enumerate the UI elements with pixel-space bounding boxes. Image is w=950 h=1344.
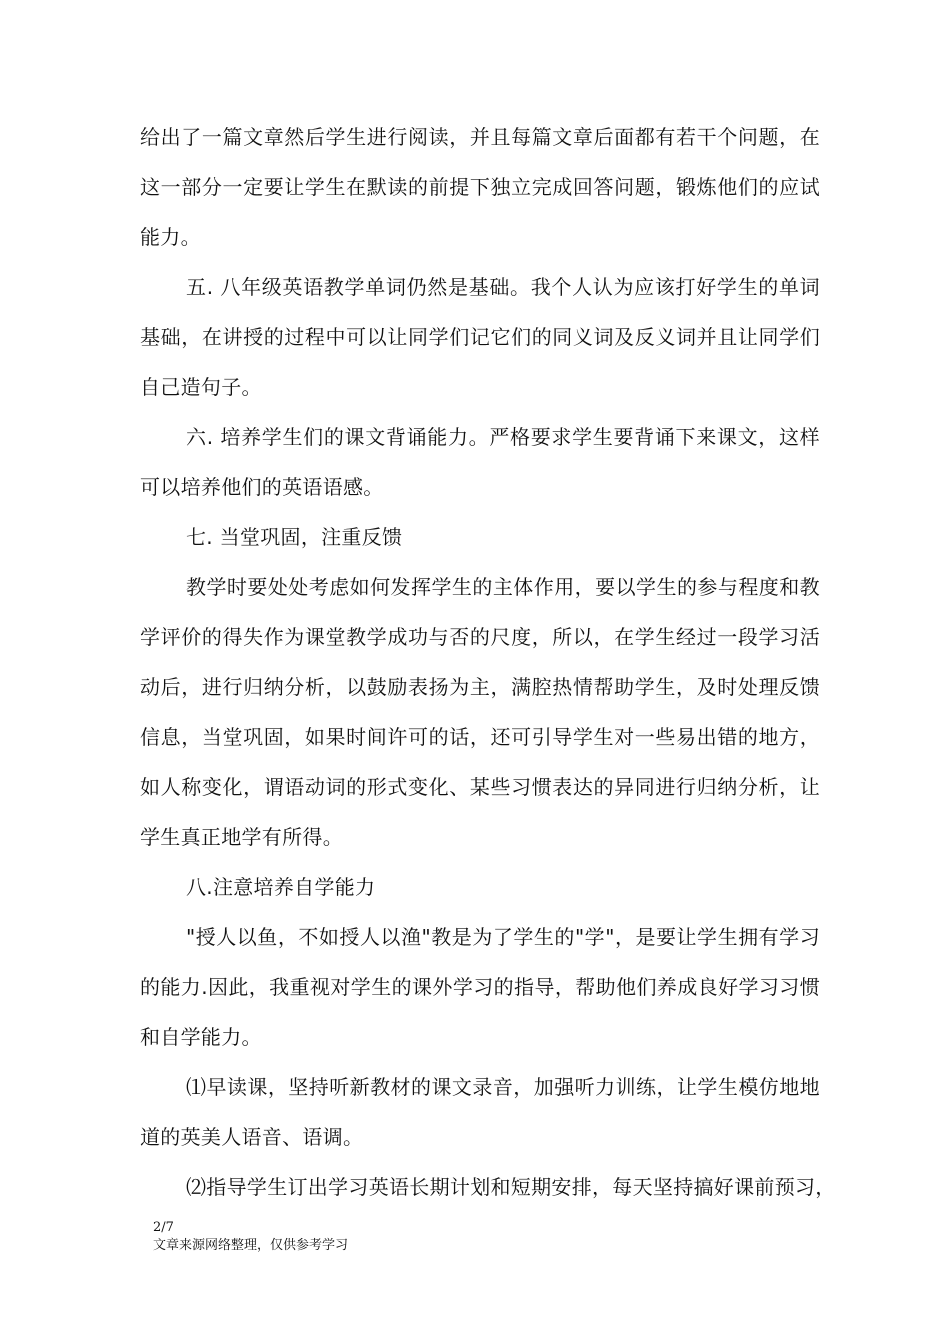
section-five-heading-line: 五. 八年级英语教学单词仍然是基础。我个人认为应该打好学生的单词 xyxy=(186,275,820,299)
list-item-1-line-2: 道的英美人语音、语调。 xyxy=(140,1125,364,1149)
section-eight-heading: 八.注意培养自学能力 xyxy=(186,875,376,899)
body-line-18: 的能力.因此，我重视对学生的课外学习的指导，帮助他们养成良好学习习惯 xyxy=(140,975,820,999)
body-line-17: "授人以鱼，不如授人以渔"教是为了学生的"学"，是要让学生拥有学习 xyxy=(186,925,820,949)
body-line-8: 可以培养他们的英语语感。 xyxy=(140,475,384,499)
body-line-6: 自己造句子。 xyxy=(140,375,262,399)
body-line-13: 信息，当堂巩固，如果时间许可的话，还可引导学生对一些易出错的地方， xyxy=(140,725,820,749)
body-line-12: 动后，进行归纳分析，以鼓励表扬为主，满腔热情帮助学生，及时处理反馈 xyxy=(140,675,820,699)
section-seven-heading: 七. 当堂巩固，注重反馈 xyxy=(186,525,403,549)
list-item-1-line-1: ⑴早读课，坚持听新教材的课文录音，加强听力训练，让学生模仿地地 xyxy=(186,1075,820,1099)
footer-note: 文章来源网络整理，仅供参考学习 xyxy=(153,1238,349,1253)
body-line-11: 学评价的得失作为课堂教学成功与否的尺度，所以，在学生经过一段学习活 xyxy=(140,625,820,649)
list-item-2-line-1: ⑵指导学生订出学习英语长期计划和短期安排，每天坚持搞好课前预习， xyxy=(186,1175,836,1199)
section-six-heading-line: 六. 培养学生们的课文背诵能力。严格要求学生要背诵下来课文，这样 xyxy=(186,425,820,449)
body-line-14: 如人称变化，谓语动词的形式变化、某些习惯表达的异同进行归纳分析，让 xyxy=(140,775,820,799)
body-line-2: 这一部分一定要让学生在默读的前提下独立完成回答问题，锻炼他们的应试 xyxy=(140,175,820,199)
body-line-3: 能力。 xyxy=(140,225,201,249)
body-line-1: 给出了一篇文章然后学生进行阅读，并且每篇文章后面都有若干个问题，在 xyxy=(140,125,820,149)
body-line-5: 基础，在讲授的过程中可以让同学们记它们的同义词及反义词并且让同学们 xyxy=(140,325,820,349)
body-line-19: 和自学能力。 xyxy=(140,1025,262,1049)
page-number: 2/7 xyxy=(153,1220,174,1235)
body-line-15: 学生真正地学有所得。 xyxy=(140,825,343,849)
body-line-10: 教学时要处处考虑如何发挥学生的主体作用，要以学生的参与程度和教 xyxy=(186,575,820,599)
